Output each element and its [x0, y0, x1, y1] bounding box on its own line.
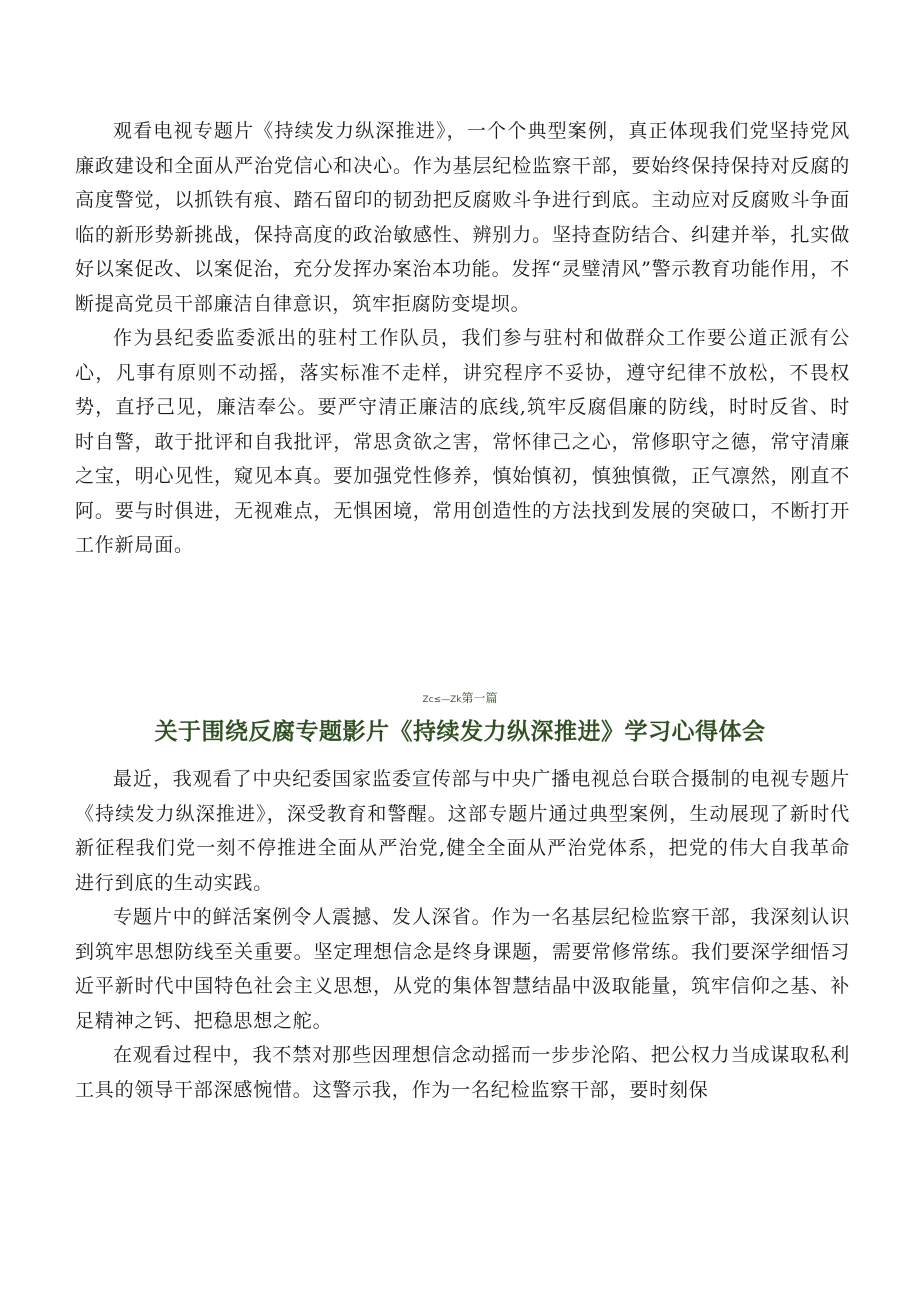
article-body — [75, 762, 850, 1107]
top-section — [75, 114, 850, 563]
paragraph: 最近，我观看了中央纪委国家监委宣传部与中央广播电视总台联合摄制的电视专题片《持续发力纵深推进》，深受教育和警醒。这部专题片通过典型案例，生动展现了新时代新征程我们党一刻不停推进全面从严治党,健全全面从严治党体系，把党的伟大自我革命进行到底的生动实践。 — [75, 768, 850, 894]
paragraph: 在观看过程中，我不禁对那些因理想信念动摇而一步步沦陷、把公权力当成谋取私利工具的领导干部深感惋惜。这警示我，作为一名纪检监察干部，要时刻保 — [75, 1044, 850, 1101]
paragraph: 作为县纪委监委派出的驻村工作队员，我们参与驻村和做群众工作要公道正派有公心，凡事有原则不动摇，落实标准不走样，讲究程序不妥协，遵守纪律不放松，不畏权势，直抒己见，廉洁奉公。要严守清正廉洁的底线,筑牢反腐倡廉的防线，时时反省、时时自警，敢于批评和自我批评，常思贪欲之害，常怀律己之心，常修职守之德，常守清廉之宝，明心见性，窥见本真。要加强党性修养，慎始慎初，慎独慎微，正气凛然，刚直不阿。要与时俱进，无视难点，无惧困境，常用创造性的方法找到发展的突破口，不断打开工作新局面。 — [75, 327, 850, 556]
paragraph: 专题片中的鲜活案例令人震撼、发人深省。作为一名基层纪检监察干部，我深刻认识到筑牢思想防线至关重要。坚定理想信念是终身课题，需要常修常练。我们要深学细悟习近平新时代中国特色社会主义思想，从党的集体智慧结晶中汲取能量，筑牢信仰之基、补足精神之钙、把稳思想之舵。 — [75, 906, 850, 1032]
article-title: 关于围绕反腐专题影片《持续发力纵深推进》学习心得体会 — [154, 719, 766, 745]
section-mark: Zc≤—Zk — [422, 695, 462, 705]
section-label-text: 第一篇 — [461, 691, 498, 705]
section-label — [0, 690, 920, 708]
paragraph: 观看电视专题片《持续发力纵深推进》，一个个典型案例，真正体现我们党坚持党风廉政建设和全面从严治党信心和决心。作为基层纪检监察干部，要始终保持保持对反腐的高度警觉，以抓铁有痕、踏石留印的韧劲把反腐败斗争进行到底。主动应对反腐败斗争面临的新形势新挑战，保持高度的政治敏感性、辨别力。坚持查防结合、纠建并举，扎实做好以案促改、以案促治，充分发挥办案治本功能。发挥“灵璧清风”警示教育功能作用，不断提高党员干部廉洁自律意识，筑牢拒腐防变堤坝。 — [75, 120, 850, 315]
